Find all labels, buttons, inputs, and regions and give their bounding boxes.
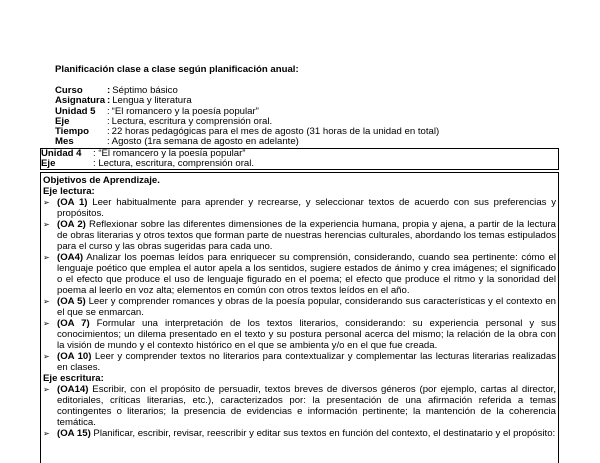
unit-value: : “El romancero y la poesía popular” [93,148,246,159]
objective-text [57,428,556,439]
objective-code: (OA4) [57,252,84,263]
objective-body: Planificar, escribir, revisar, reescribir y editar sus textos en función del contexto, el destinatario y el propósito: [90,428,556,439]
info-label: Unidad 5 [55,105,96,117]
objective-code: (OA 7) [57,318,90,329]
info-value: Agosto (1ra semana de agosto en adelante) [111,136,299,148]
arrow-bullet-icon: ➢ [43,297,50,306]
objective-code: (OA 15) [57,428,91,439]
arrow-bullet-icon: ➢ [43,319,50,328]
info-separator: : [107,95,111,107]
objective-code: (OA14) [57,384,89,395]
objective-text [57,351,556,373]
unit-label: Eje [41,158,56,169]
unit-label: Unidad 4 [41,148,82,159]
list-item [43,318,556,351]
objective-code: (OA 2) [57,219,86,230]
unit-box [40,148,559,170]
list-item [43,428,556,439]
objective-body: Leer y comprender textos no literarios para contextualizar y complementar las lecturas literarias realizadas en clases. [57,351,557,373]
objective-text [57,252,556,296]
arrow-bullet-icon: ➢ [43,220,50,229]
objective-body: Leer y comprender romances y obras de la poesía popular, considerando sus características y el contexto en el que se enmarcan. [57,296,556,318]
objective-code: (OA 1) [57,197,88,208]
info-separator: : [107,85,111,96]
objective-text [57,296,556,318]
objective-body: Analizar los poemas leídos para enriquecer su comprensión, considerando, cuando sea pertinente: cómo el lenguaje poético que emplea el autor apela a los sentidos, sugiere estados de ánimo y crea imágenes; el significado o el efecto que produce el uso de lenguaje figurado en el poema; el efecto que produce el ritmo y la sonoridad del poema al leerlo en voz alta; elementos en común con otros textos leídos en el año. [57,252,556,296]
arrow-bullet-icon: ➢ [43,198,50,207]
info-label: Tiempo [55,126,89,138]
objective-body: Escribir, con el propósito de persuadir, textos breves de diversos géneros (por ejemplo, cartas al director, editoriales, críticas literarias, etc.), caracterizados por: la presentación de una afirmación referida a temas contingentes o literarios; la presencia de evidencias e información pertinente; la mantención de la coherencia temática. [57,384,556,428]
arrow-bullet-icon: ➢ [43,253,50,262]
info-separator: : [107,105,110,117]
info-value: Lengua y literatura [112,95,192,107]
info-separator: : [107,136,110,148]
list-item [43,219,556,252]
unit-row [41,159,558,169]
page-title: Planificación clase a clase según planificación anual: [55,64,299,75]
arrow-bullet-icon: ➢ [43,429,50,438]
objective-code: (OA 10) [57,351,92,362]
info-label: Mes [55,136,74,148]
course-info [55,86,455,148]
objective-code: (OA 5) [57,296,86,307]
writing-heading: Eje escritura: [43,373,104,384]
info-label: Asignatura [55,95,106,107]
objective-body: Leer habitualmente para aprender y recrearse, y seleccionar textos de acuerdo con sus preferencias y propósitos. [57,197,556,219]
info-value: “El romancero y la poesía popular” [111,105,259,117]
objective-text [57,384,556,428]
list-item [43,197,556,219]
list-item [43,384,556,428]
info-label: Eje [55,115,70,127]
info-separator: : [107,115,110,127]
list-item [43,252,556,296]
info-value: Séptimo básico [112,85,178,96]
objective-text [57,318,556,351]
list-item [43,351,556,373]
info-value: Lectura, escritura y comprensión oral. [111,115,273,127]
arrow-bullet-icon: ➢ [43,352,50,361]
info-value: 22 horas pedagógicas para el mes de agosto (31 horas de la unidad en total) [111,126,440,138]
info-row-mes [55,137,455,147]
arrow-bullet-icon: ➢ [43,385,50,394]
info-separator: : [107,126,110,138]
objective-text [57,197,556,219]
list-item [43,296,556,318]
objective-text [57,219,556,252]
unit-value: : Lectura, escritura, comprensión oral. [93,158,255,169]
info-label: Curso [55,85,83,96]
objectives-box [40,172,559,463]
reading-heading: Eje lectura: [43,186,95,197]
objective-body: Reflexionar sobre las diferentes dimensiones de la experiencia humana, propia y ajena, a partir de la lectura de obras literarias y otros textos que forman parte de nuestras herencias culturales, abordando los temas estipulados para el curso y las obras sugeridas para cada uno. [57,219,556,252]
objectives-heading: Objetivos de Aprendizaje. [43,175,160,186]
objective-body: Formular una interpretación de los textos literarios, considerando: su experiencia personal y sus conocimientos; un dilema presentado en el texto y su postura personal acerca del mismo; la relación de la obra con la visión de mundo y el contexto histórico en el que se ambienta y/o en el que fue creada. [57,318,556,351]
